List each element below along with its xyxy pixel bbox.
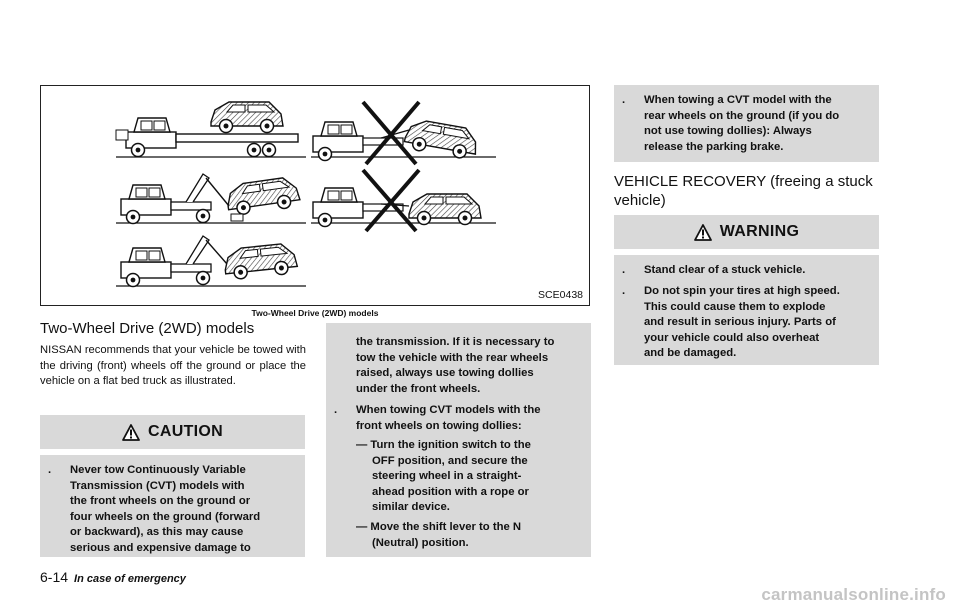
section-heading-2wd: Two-Wheel Drive (2WD) models bbox=[40, 320, 255, 337]
caution-continued-box bbox=[326, 323, 591, 557]
section-body-2wd: NISSAN recommends that your vehicle be towed with the driving (front) wheels off the ground or place the vehicle on a flat bed truck as illustrated. bbox=[40, 344, 306, 388]
caution-line: the front wheels on the ground or bbox=[70, 495, 251, 507]
incorrect-tow-graphic-2 bbox=[311, 170, 496, 231]
flatbed-truck-graphic bbox=[116, 102, 306, 157]
caution-line: similar device. bbox=[372, 501, 450, 513]
towing-diagram-graphic bbox=[41, 86, 589, 305]
warning-line: This could cause them to explode bbox=[644, 300, 826, 313]
caution-bullet bbox=[622, 93, 839, 155]
warning-header bbox=[614, 215, 879, 249]
caution-line: rear wheels on the ground (if you do bbox=[644, 109, 840, 122]
caution-line: the transmission. If it is necessary to bbox=[356, 336, 555, 348]
bullet-mark: . bbox=[334, 404, 338, 416]
caution-bullet bbox=[48, 463, 260, 556]
caution-line: tow the vehicle with the rear wheels bbox=[356, 351, 549, 364]
tow-truck-rear-graphic bbox=[116, 236, 306, 287]
caution-line: ahead position with a rope or bbox=[372, 485, 529, 498]
bullet-mark: . bbox=[622, 264, 626, 276]
chapter-title: In case of emergency bbox=[74, 573, 186, 585]
caution-line: serious and expensive damage to bbox=[70, 541, 251, 554]
caution-dash-item bbox=[356, 520, 521, 551]
caution-continued-box-2 bbox=[614, 85, 879, 162]
towing-illustration bbox=[40, 85, 590, 306]
caution-line: — Turn the ignition switch to the bbox=[356, 439, 531, 451]
site-watermark: carmanualsonline.info bbox=[761, 585, 946, 604]
caution-line: (Neutral) position. bbox=[372, 536, 469, 549]
warning-line: your vehicle could also overheat bbox=[644, 331, 820, 344]
incorrect-tow-graphic-1 bbox=[311, 102, 496, 164]
caution-line: steering wheel in a straight- bbox=[372, 470, 522, 482]
caution-line: release the parking brake. bbox=[644, 140, 784, 153]
warning-line: Stand clear of a stuck vehicle. bbox=[644, 264, 806, 276]
tow-truck-front-lift-graphic bbox=[116, 174, 306, 224]
section-heading-recovery: VEHICLE RECOVERY (freeing a stuck vehicle) bbox=[614, 173, 873, 209]
caution-title: CAUTION bbox=[148, 423, 223, 440]
warning-bullet bbox=[622, 284, 840, 362]
bullet-mark: . bbox=[622, 285, 626, 297]
caution-line: four wheels on the ground (forward bbox=[70, 510, 261, 523]
caution-header bbox=[40, 415, 305, 449]
warning-triangle-icon bbox=[122, 424, 140, 441]
caution-line: under the front wheels. bbox=[356, 382, 481, 395]
figure-code: SCE0438 bbox=[538, 289, 583, 301]
bullet-mark: . bbox=[48, 464, 52, 476]
bullet-mark: . bbox=[622, 94, 626, 106]
warning-line: and result in serious injury. Parts of bbox=[644, 316, 836, 328]
caution-line: raised, always use towing dollies bbox=[356, 367, 534, 379]
warning-line: and be damaged. bbox=[644, 347, 737, 359]
caution-line: not use towing dollies): Always bbox=[644, 125, 812, 137]
figure-caption: Two-Wheel Drive (2WD) models bbox=[251, 308, 379, 318]
caution-bullet bbox=[334, 403, 541, 434]
caution-line: Transmission (CVT) models with bbox=[70, 479, 245, 492]
caution-line: or backward), as this may cause bbox=[70, 526, 244, 538]
warning-line: Do not spin your tires at high speed. bbox=[644, 285, 840, 297]
warning-bullet bbox=[622, 263, 805, 279]
caution-line: front wheels on towing dollies: bbox=[356, 419, 522, 432]
caution-continued-text bbox=[356, 335, 554, 397]
caution-dash-item bbox=[356, 438, 531, 516]
caution-line: When towing CVT models with the bbox=[356, 404, 541, 416]
page-footer bbox=[40, 569, 186, 585]
page-number: 6-14 bbox=[40, 569, 69, 585]
caution-line: When towing a CVT model with the bbox=[644, 94, 832, 106]
warning-title: WARNING bbox=[719, 223, 800, 240]
caution-line: Never tow Continuously Variable bbox=[70, 464, 246, 476]
caution-line: — Move the shift lever to the N bbox=[356, 521, 522, 533]
caution-box bbox=[40, 455, 305, 557]
caution-line: OFF position, and secure the bbox=[372, 454, 528, 467]
warning-triangle-icon bbox=[694, 224, 712, 241]
warning-box bbox=[614, 255, 879, 365]
